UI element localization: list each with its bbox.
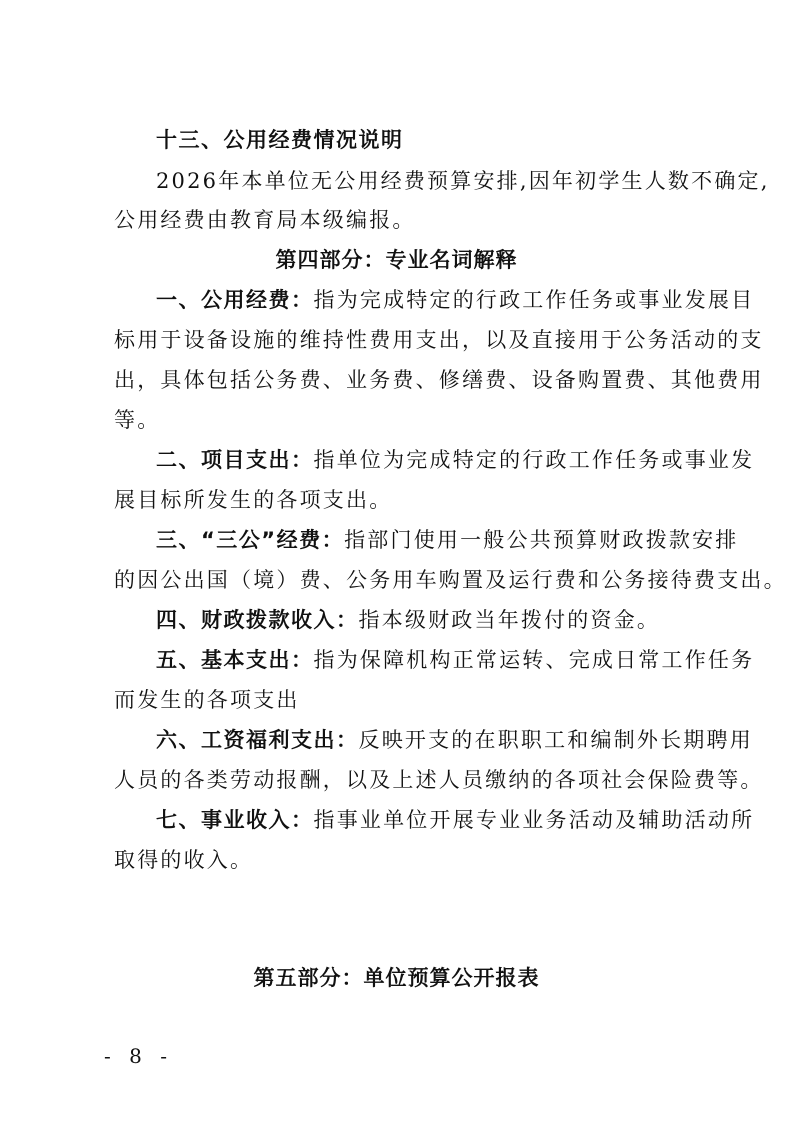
definition-item-2-line-2: 展目标所发生的各项支出。	[114, 488, 393, 512]
definition-item-1-line-2: 标用于设备设施的维持性费用支出，以及直接用于公务活动的支	[114, 328, 764, 352]
section-13-paragraph-line-2: 公用经费由教育局本级编报。	[114, 208, 416, 232]
part-5-title: 第五部分：单位预算公开报表	[253, 965, 540, 990]
definition-text: 指为完成特定的行政工作任务或事业发展目	[313, 288, 755, 312]
section-13-paragraph-line-1: 2026年本单位无公用经费预算安排,因年初学生人数不确定,	[156, 169, 770, 193]
definition-item-6-line-1	[156, 726, 753, 754]
definition-text: 指部门使用一般公共预算财政拨款安排	[344, 528, 739, 552]
definition-item-1-line-3: 出，具体包括公务费、业务费、修缮费、设备购置费、其他费用	[114, 368, 764, 392]
definition-term-5: 五、基本支出：	[156, 648, 314, 672]
definition-term-1: 一、公用经费：	[156, 288, 314, 312]
definition-item-4-line-1	[156, 606, 736, 634]
definition-text: 反映开支的在职职工和编制外长期聘用	[358, 728, 753, 752]
definition-term-6: 六、工资福利支出：	[156, 728, 359, 752]
definition-term-3: 三、“三公”经费：	[156, 528, 345, 552]
definition-item-7-line-1	[156, 806, 755, 834]
definition-item-5-line-1	[156, 646, 755, 674]
section-13-heading: 十三、公用经费情况说明	[156, 128, 404, 152]
definition-item-1-line-4: 等。	[114, 408, 161, 432]
definition-item-3-line-2: 的因公出国（境）费、公务用车购置及运行费和公务接待费支出。	[114, 568, 787, 592]
definition-term-2: 二、项目支出：	[156, 448, 314, 472]
definition-item-5-line-2: 而发生的各项支出	[114, 688, 300, 712]
definition-term-7: 七、事业收入：	[156, 808, 314, 832]
definition-term-4: 四、财政拨款收入：	[156, 608, 359, 632]
definition-text: 指单位为完成特定的行政工作任务或事业发	[313, 448, 755, 472]
definition-item-2-line-1	[156, 446, 755, 474]
definition-item-6-line-2: 人员的各类劳动报酬，以及上述人员缴纳的各项社会保险费等。	[114, 768, 764, 792]
definition-item-7-line-2: 取得的收入。	[114, 848, 254, 872]
definition-item-3-line-1	[156, 526, 739, 554]
definition-text: 指事业单位开展专业业务活动及辅助活动所	[313, 808, 755, 832]
definition-text: 指本级财政当年拨付的资金。	[358, 608, 661, 632]
page-number: - 8 -	[104, 1044, 173, 1068]
part-4-title: 第四部分：专业名词解释	[275, 247, 518, 272]
definition-text: 指为保障机构正常运转、完成日常工作任务	[313, 648, 755, 672]
definition-item-1-line-1	[156, 286, 755, 314]
